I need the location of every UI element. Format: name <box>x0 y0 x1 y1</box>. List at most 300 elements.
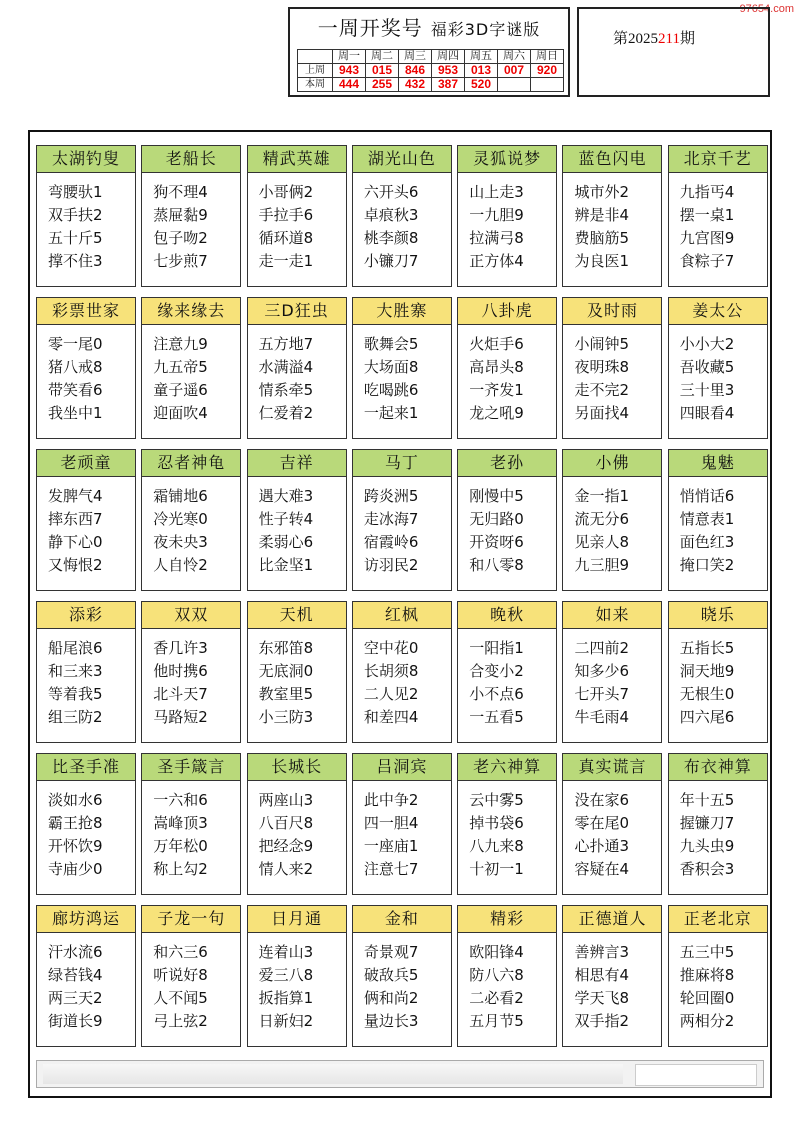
riddle-card <box>668 601 768 743</box>
riddle-line: 爱三八8 <box>258 966 314 984</box>
riddle-line: 两座山3 <box>258 791 314 809</box>
site-watermark: 97654.com <box>739 3 794 15</box>
day-header: 周三 <box>399 50 432 64</box>
riddle-card-title: 晚秋 <box>458 602 556 629</box>
riddle-lines <box>353 781 451 881</box>
riddle-line: 相思有4 <box>574 966 630 984</box>
riddle-card <box>247 145 347 287</box>
riddle-line: 猪八戒8 <box>48 358 103 376</box>
riddle-line: 性子转4 <box>258 510 314 528</box>
riddle-line: 防八六8 <box>469 966 524 984</box>
riddle-lines <box>37 477 135 577</box>
riddle-line: 二人见2 <box>363 685 419 703</box>
riddle-line: 长胡须8 <box>363 662 419 680</box>
riddle-line: 六开头6 <box>363 183 419 201</box>
riddle-line: 比金坚1 <box>258 556 314 574</box>
riddle-card <box>668 145 768 287</box>
riddle-card-title: 湖光山色 <box>353 146 451 173</box>
riddle-lines <box>142 325 240 425</box>
riddle-line: 破敌兵5 <box>363 966 419 984</box>
riddle-line: 循环道8 <box>258 229 314 247</box>
riddle-line: 街道长9 <box>48 1012 103 1030</box>
draw-number: 444 <box>333 78 366 92</box>
riddle-card-title: 马丁 <box>353 450 451 477</box>
riddle-line: 我坐中1 <box>48 404 103 422</box>
riddle-line: 带笑看6 <box>48 381 103 399</box>
riddle-card-title: 布衣神算 <box>669 754 767 781</box>
riddle-line: 静下心0 <box>48 533 103 551</box>
riddle-card <box>668 753 768 895</box>
riddle-line: 一五看5 <box>469 708 524 726</box>
riddle-lines <box>458 933 556 1033</box>
riddle-card <box>247 297 347 439</box>
riddle-grid <box>36 145 768 1047</box>
riddle-line: 和三来3 <box>48 662 103 680</box>
riddle-line: 把经念9 <box>258 837 314 855</box>
riddle-card-title: 长城长 <box>248 754 346 781</box>
riddle-line: 万年松0 <box>153 837 208 855</box>
riddle-line: 为良医1 <box>574 252 630 270</box>
riddle-line: 云中雾5 <box>469 791 524 809</box>
riddle-card-title: 姜太公 <box>669 298 767 325</box>
riddle-line: 开资呀6 <box>469 533 524 551</box>
riddle-line: 教室里5 <box>258 685 314 703</box>
riddle-line: 和六三6 <box>153 943 208 961</box>
footer-bar <box>36 1060 764 1088</box>
riddle-card-title: 老六神算 <box>458 754 556 781</box>
draw-number: 920 <box>531 64 564 78</box>
riddle-card-title: 精彩 <box>458 906 556 933</box>
riddle-line: 扳指算1 <box>258 989 314 1007</box>
riddle-line: 另面找4 <box>574 404 630 422</box>
riddle-card-title: 吉祥 <box>248 450 346 477</box>
riddle-line: 北斗天7 <box>153 685 208 703</box>
riddle-lines <box>563 173 661 273</box>
riddle-lines <box>353 629 451 729</box>
draw-number: 007 <box>498 64 531 78</box>
riddle-line: 双手指2 <box>574 1012 630 1030</box>
riddle-line: 量边长3 <box>363 1012 419 1030</box>
riddle-line: 称上勾2 <box>153 860 208 878</box>
riddle-lines <box>353 933 451 1033</box>
riddle-line: 水满溢4 <box>258 358 314 376</box>
riddle-line: 夜未央3 <box>153 533 208 551</box>
riddle-lines <box>458 781 556 881</box>
riddle-lines <box>563 325 661 425</box>
riddle-line: 空中花0 <box>363 639 419 657</box>
riddle-line: 情系牵5 <box>258 381 314 399</box>
draw-number <box>531 78 564 92</box>
riddle-line: 一九胆9 <box>469 206 524 224</box>
riddle-line: 一六和6 <box>153 791 208 809</box>
riddle-lines <box>563 933 661 1033</box>
riddle-card-title: 天机 <box>248 602 346 629</box>
riddle-line: 四一胆4 <box>363 814 419 832</box>
riddle-line: 欧阳锋4 <box>469 943 524 961</box>
riddle-line: 开怀饮9 <box>48 837 103 855</box>
day-header: 周二 <box>366 50 399 64</box>
riddle-line: 跨炎洲5 <box>363 487 419 505</box>
riddle-line: 学天飞8 <box>574 989 630 1007</box>
riddle-card <box>457 601 557 743</box>
riddle-line: 俩和尚2 <box>363 989 419 1007</box>
riddle-line: 龙之吼9 <box>469 404 524 422</box>
riddle-lines <box>353 173 451 273</box>
draw-number: 943 <box>333 64 366 78</box>
riddle-line: 霸王抢8 <box>48 814 103 832</box>
riddle-card-title: 彩票世家 <box>37 298 135 325</box>
riddle-card <box>562 297 662 439</box>
riddle-line: 食粽子7 <box>679 252 735 270</box>
riddle-line: 握镰刀7 <box>679 814 735 832</box>
riddle-line: 摔东西7 <box>48 510 103 528</box>
riddle-line: 情意表1 <box>679 510 735 528</box>
riddle-card <box>352 449 452 591</box>
riddle-line: 走不完2 <box>574 381 630 399</box>
riddle-card <box>352 145 452 287</box>
riddle-line: 此中争2 <box>363 791 419 809</box>
draw-number: 013 <box>465 64 498 78</box>
riddle-card <box>562 449 662 591</box>
riddle-line: 面色红3 <box>679 533 735 551</box>
riddle-line: 四眼看4 <box>679 404 735 422</box>
riddle-line: 九指丐4 <box>679 183 735 201</box>
riddle-line: 正方体4 <box>469 252 524 270</box>
draw-number: 846 <box>399 64 432 78</box>
riddle-card <box>352 753 452 895</box>
riddle-card-title: 廊坊鸿运 <box>37 906 135 933</box>
riddle-line: 仁爱着2 <box>258 404 314 422</box>
riddle-line: 桃李颜8 <box>363 229 419 247</box>
riddle-line: 心扑通3 <box>574 837 630 855</box>
riddle-line: 四六尾6 <box>679 708 735 726</box>
riddle-line: 无底洞0 <box>258 662 314 680</box>
riddle-line: 五月节5 <box>469 1012 524 1030</box>
riddle-line: 无归路0 <box>469 510 524 528</box>
riddle-card-title: 吕洞宾 <box>353 754 451 781</box>
riddle-lines <box>248 781 346 881</box>
riddle-line: 撑不住3 <box>48 252 103 270</box>
riddle-line: 零一尾0 <box>48 335 103 353</box>
riddle-card-title: 正老北京 <box>669 906 767 933</box>
riddle-card <box>141 601 241 743</box>
riddle-line: 和八零8 <box>469 556 524 574</box>
draw-number <box>498 78 531 92</box>
riddle-line: 吾收藏5 <box>679 358 735 376</box>
issue-number-box <box>577 7 770 97</box>
riddle-line: 嵩峰顶3 <box>153 814 208 832</box>
riddle-line: 组三防2 <box>48 708 103 726</box>
riddle-card <box>36 753 136 895</box>
riddle-line: 马路短2 <box>153 708 208 726</box>
riddle-line: 掩口笑2 <box>679 556 735 574</box>
riddle-card-title: 大胜寨 <box>353 298 451 325</box>
riddle-line: 冷光寒0 <box>153 510 208 528</box>
row-label: 上周 <box>298 64 333 78</box>
riddle-card-title: 蓝色闪电 <box>563 146 661 173</box>
riddle-lines <box>563 629 661 729</box>
riddle-lines <box>142 629 240 729</box>
riddle-line: 迎面吹4 <box>153 404 208 422</box>
riddle-line: 容疑在4 <box>574 860 630 878</box>
riddle-line: 听说好8 <box>153 966 208 984</box>
this-week-row <box>298 78 564 92</box>
riddle-line: 掉书袋6 <box>469 814 524 832</box>
riddle-line: 包子吻2 <box>153 229 208 247</box>
riddle-card-title: 缘来缘去 <box>142 298 240 325</box>
riddle-line: 八九来8 <box>469 837 524 855</box>
riddle-lines <box>669 781 767 881</box>
riddle-card <box>247 905 347 1047</box>
days-header-row <box>298 50 564 64</box>
riddle-card <box>668 449 768 591</box>
riddle-card-title: 比圣手准 <box>37 754 135 781</box>
riddle-lines <box>458 325 556 425</box>
riddle-line: 寺庙少0 <box>48 860 103 878</box>
riddle-panel <box>28 130 772 1098</box>
riddle-line: 城市外2 <box>574 183 630 201</box>
riddle-line: 一阳指1 <box>469 639 524 657</box>
riddle-card <box>141 753 241 895</box>
riddle-line: 小小大2 <box>679 335 735 353</box>
riddle-line: 八百尺8 <box>258 814 314 832</box>
corner-cell <box>298 50 333 64</box>
day-header: 周五 <box>465 50 498 64</box>
issue-prefix: 第2025 <box>613 31 659 47</box>
riddle-lines <box>142 781 240 881</box>
riddle-card <box>562 905 662 1047</box>
weekly-results-title <box>290 13 568 43</box>
riddle-line: 一起来1 <box>363 404 419 422</box>
riddle-line: 和差四4 <box>363 708 419 726</box>
riddle-line: 悄悄话6 <box>679 487 735 505</box>
issue-suffix: 期 <box>679 31 695 47</box>
riddle-card <box>562 601 662 743</box>
riddle-line: 善辨言3 <box>574 943 630 961</box>
riddle-lines <box>353 325 451 425</box>
riddle-line: 注意九9 <box>153 335 208 353</box>
riddle-line: 五指长5 <box>679 639 735 657</box>
riddle-line: 柔弱心6 <box>258 533 314 551</box>
riddle-lines <box>248 477 346 577</box>
riddle-line: 小镰刀7 <box>363 252 419 270</box>
riddle-line: 无根生0 <box>679 685 735 703</box>
riddle-line: 卓痕秋3 <box>363 206 419 224</box>
riddle-card <box>36 905 136 1047</box>
riddle-lines <box>669 933 767 1033</box>
riddle-card <box>457 145 557 287</box>
riddle-line: 两三天2 <box>48 989 103 1007</box>
riddle-card <box>562 145 662 287</box>
riddle-line: 香积会3 <box>679 860 735 878</box>
riddle-line: 摆一桌1 <box>679 206 735 224</box>
riddle-line: 两相分2 <box>679 1012 735 1030</box>
footer-box <box>635 1064 757 1086</box>
riddle-card <box>141 297 241 439</box>
riddle-card-title: 老孙 <box>458 450 556 477</box>
riddle-line: 五十斤5 <box>48 229 103 247</box>
title-text: 一周开奖号 <box>317 16 423 40</box>
riddle-lines <box>353 477 451 577</box>
riddle-card-title: 红枫 <box>353 602 451 629</box>
riddle-line: 弓上弦2 <box>153 1012 208 1030</box>
riddle-card <box>668 905 768 1047</box>
riddle-line: 九头虫9 <box>679 837 735 855</box>
riddle-line: 弯腰驮1 <box>48 183 103 201</box>
riddle-line: 访羽民2 <box>363 556 419 574</box>
riddle-line: 东邪笛8 <box>258 639 314 657</box>
riddle-line: 连着山3 <box>258 943 314 961</box>
riddle-lines <box>37 933 135 1033</box>
riddle-line: 费脑筋5 <box>574 229 630 247</box>
riddle-lines <box>669 477 767 577</box>
riddle-card <box>36 601 136 743</box>
riddle-card-title: 老船长 <box>142 146 240 173</box>
riddle-card-title: 双双 <box>142 602 240 629</box>
riddle-line: 山上走3 <box>469 183 524 201</box>
riddle-card <box>141 145 241 287</box>
riddle-line: 手拉手6 <box>258 206 314 224</box>
riddle-line: 人不闻5 <box>153 989 208 1007</box>
draw-number: 015 <box>366 64 399 78</box>
riddle-line: 狗不理4 <box>153 183 208 201</box>
riddle-card-title: 太湖钓叟 <box>37 146 135 173</box>
weekly-results-table <box>297 49 564 92</box>
riddle-line: 走一走1 <box>258 252 314 270</box>
riddle-line: 火炬手6 <box>469 335 524 353</box>
riddle-card-title: 晓乐 <box>669 602 767 629</box>
riddle-lines <box>669 173 767 273</box>
last-week-row <box>298 64 564 78</box>
riddle-line: 走冰海7 <box>363 510 419 528</box>
riddle-card-title: 及时雨 <box>563 298 661 325</box>
riddle-lines <box>37 629 135 729</box>
riddle-lines <box>563 477 661 577</box>
riddle-line: 牛毛雨4 <box>574 708 630 726</box>
riddle-card-title: 灵狐说梦 <box>458 146 556 173</box>
riddle-lines <box>142 933 240 1033</box>
riddle-card <box>247 449 347 591</box>
riddle-card <box>457 753 557 895</box>
riddle-card <box>36 449 136 591</box>
riddle-card-title: 北京千艺 <box>669 146 767 173</box>
riddle-lines <box>248 325 346 425</box>
draw-number: 387 <box>432 78 465 92</box>
riddle-line: 七开头7 <box>574 685 630 703</box>
riddle-line: 夜明珠8 <box>574 358 630 376</box>
riddle-line: 遇大难3 <box>258 487 314 505</box>
riddle-card <box>247 753 347 895</box>
riddle-line: 九三胆9 <box>574 556 630 574</box>
footer-strip <box>43 1064 623 1084</box>
riddle-card <box>457 449 557 591</box>
riddle-line: 辨是非4 <box>574 206 630 224</box>
riddle-lines <box>37 325 135 425</box>
riddle-line: 轮回圈0 <box>679 989 735 1007</box>
day-header: 周一 <box>333 50 366 64</box>
riddle-line: 大场面8 <box>363 358 419 376</box>
riddle-line: 香几许3 <box>153 639 208 657</box>
riddle-card <box>352 905 452 1047</box>
weekly-results-box <box>288 7 570 97</box>
riddle-line: 又悔恨2 <box>48 556 103 574</box>
draw-number: 953 <box>432 64 465 78</box>
riddle-line: 船尾浪6 <box>48 639 103 657</box>
riddle-line: 奇景观7 <box>363 943 419 961</box>
riddle-line: 七步煎7 <box>153 252 208 270</box>
riddle-card <box>457 905 557 1047</box>
riddle-line: 洞天地9 <box>679 662 735 680</box>
riddle-lines <box>458 477 556 577</box>
riddle-line: 童子遥6 <box>153 381 208 399</box>
riddle-lines <box>248 933 346 1033</box>
riddle-line: 日新妇2 <box>258 1012 314 1030</box>
riddle-line: 一座庙1 <box>363 837 419 855</box>
riddle-line: 合变小2 <box>469 662 524 680</box>
riddle-line: 绿苔钱4 <box>48 966 103 984</box>
riddle-lines <box>142 173 240 273</box>
riddle-line: 零在尾0 <box>574 814 630 832</box>
riddle-line: 蒸屉黏9 <box>153 206 208 224</box>
riddle-lines <box>37 173 135 273</box>
riddle-card-title: 鬼魅 <box>669 450 767 477</box>
riddle-lines <box>37 781 135 881</box>
riddle-card <box>562 753 662 895</box>
riddle-card-title: 正德道人 <box>563 906 661 933</box>
riddle-card-title: 真实谎言 <box>563 754 661 781</box>
riddle-card <box>36 145 136 287</box>
riddle-card-title: 三D狂虫 <box>248 298 346 325</box>
riddle-line: 宿霞岭6 <box>363 533 419 551</box>
riddle-line: 一齐发1 <box>469 381 524 399</box>
riddle-line: 五三中5 <box>679 943 735 961</box>
riddle-line: 拉满弓8 <box>469 229 524 247</box>
draw-number: 520 <box>465 78 498 92</box>
riddle-line: 流无分6 <box>574 510 630 528</box>
riddle-line: 小三防3 <box>258 708 314 726</box>
day-header: 周日 <box>531 50 564 64</box>
riddle-line: 推麻将8 <box>679 966 735 984</box>
riddle-line: 三十里3 <box>679 381 735 399</box>
row-label: 本周 <box>298 78 333 92</box>
draw-number: 255 <box>366 78 399 92</box>
riddle-card-title: 小佛 <box>563 450 661 477</box>
riddle-line: 情人来2 <box>258 860 314 878</box>
subtitle-text: 福彩3D字谜版 <box>430 20 541 39</box>
riddle-lines <box>248 629 346 729</box>
riddle-card-title: 圣手箴言 <box>142 754 240 781</box>
riddle-line: 发脾气4 <box>48 487 103 505</box>
riddle-card-title: 八卦虎 <box>458 298 556 325</box>
riddle-line: 小闹钟5 <box>574 335 630 353</box>
riddle-line: 歌舞会5 <box>363 335 419 353</box>
riddle-card <box>141 905 241 1047</box>
riddle-line: 十初一1 <box>469 860 524 878</box>
riddle-line: 霜铺地6 <box>153 487 208 505</box>
riddle-card <box>36 297 136 439</box>
riddle-line: 没在家6 <box>574 791 630 809</box>
riddle-line: 淡如水6 <box>48 791 103 809</box>
riddle-lines <box>669 325 767 425</box>
riddle-card-title: 精武英雄 <box>248 146 346 173</box>
riddle-line: 汗水流6 <box>48 943 103 961</box>
riddle-lines <box>669 629 767 729</box>
riddle-line: 知多少6 <box>574 662 630 680</box>
riddle-line: 注意七7 <box>363 860 419 878</box>
riddle-line: 年十五5 <box>679 791 735 809</box>
riddle-card-title: 子龙一句 <box>142 906 240 933</box>
riddle-line: 小哥俩2 <box>258 183 314 201</box>
